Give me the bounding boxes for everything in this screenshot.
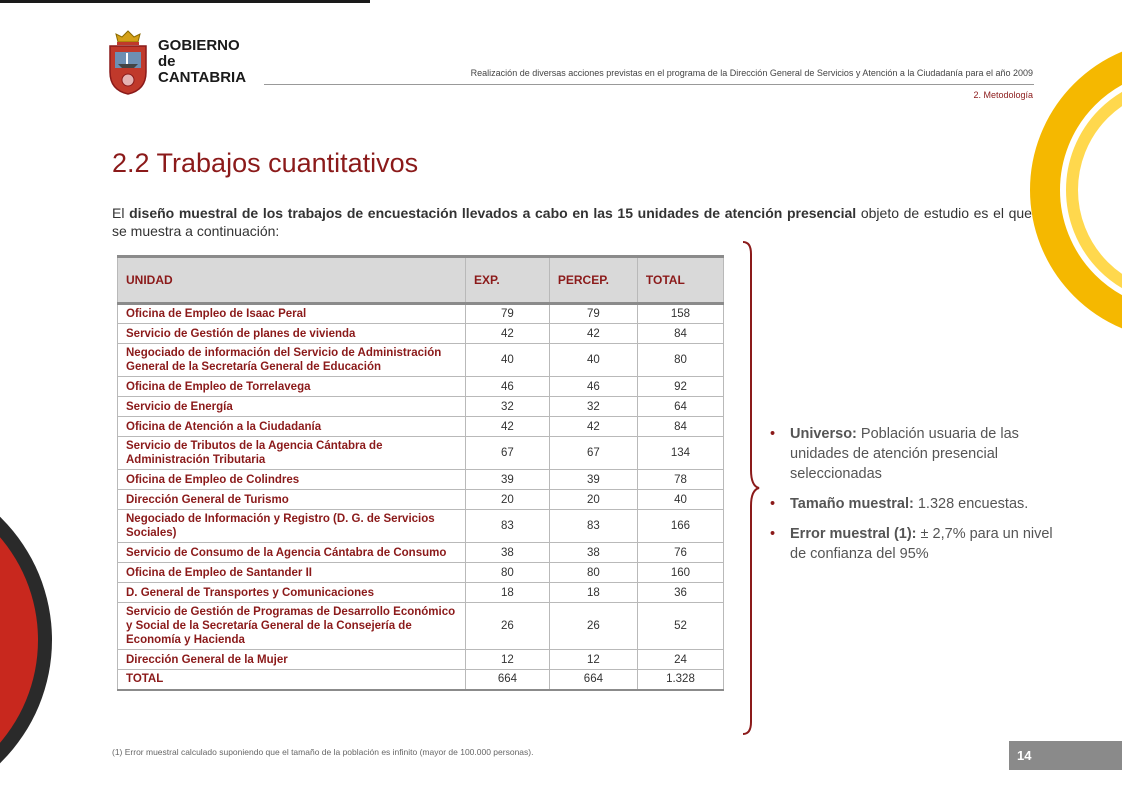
total-cell: 78: [637, 470, 723, 490]
table-row: [118, 490, 724, 510]
total-cell: 80: [637, 344, 723, 377]
bullet-icon: •: [770, 426, 776, 442]
table-row: [118, 603, 724, 650]
bullet-label: Tamaño muestral:: [790, 496, 914, 512]
percep-cell: 39: [549, 470, 637, 490]
intro-suffix: objeto de estudio es el que se muestra a continuación:: [112, 205, 1032, 239]
table-header-row: [118, 257, 724, 304]
exp-cell: 46: [465, 377, 549, 397]
exp-cell: 42: [465, 417, 549, 437]
unit-name-cell: Servicio de Energía: [118, 397, 466, 417]
unit-name-cell: Servicio de Gestión de Programas de Desarrollo Económico y Social de la Secretaría General de la Consejería de Economía y Hacienda: [118, 603, 466, 650]
total-cell: 36: [637, 583, 723, 603]
unit-name-cell: Oficina de Empleo de Torrelavega: [118, 377, 466, 397]
coat-of-arms-icon: [106, 28, 150, 96]
percep-cell: 32: [549, 397, 637, 417]
exp-cell: 18: [465, 583, 549, 603]
percep-cell: 79: [549, 304, 637, 324]
percep-cell: 38: [549, 543, 637, 563]
table-row: [118, 543, 724, 563]
total-cell: 134: [637, 437, 723, 470]
table-row: [118, 324, 724, 344]
table-row: [118, 510, 724, 543]
percep-cell: 42: [549, 324, 637, 344]
unit-name-cell: Servicio de Consumo de la Agencia Cántabra de Consumo: [118, 543, 466, 563]
percep-cell: 26: [549, 603, 637, 650]
percep-cell: 20: [549, 490, 637, 510]
total-cell: 76: [637, 543, 723, 563]
bullet-text: ± 2,7% para un nivel de confianza del 95%: [790, 526, 1053, 562]
intro-prefix: El: [112, 205, 130, 221]
list-item-error: [770, 524, 1070, 564]
exp-cell: 79: [465, 304, 549, 324]
table-total-row: [118, 670, 724, 690]
unit-name-cell: Oficina de Empleo de Santander II: [118, 563, 466, 583]
page-number: 14: [1017, 748, 1032, 763]
total-cell: 158: [637, 304, 723, 324]
unit-name-cell: Negociado de información del Servicio de Administración General de la Secretaría General de Educación: [118, 344, 466, 377]
bullet-label: Universo:: [790, 426, 857, 442]
header-section-label: 2. Metodología: [973, 90, 1033, 100]
unit-name-cell: Oficina de Empleo de Isaac Peral: [118, 304, 466, 324]
percep-cell: 42: [549, 417, 637, 437]
table-row: [118, 397, 724, 417]
table-row: [118, 377, 724, 397]
exp-cell: 42: [465, 324, 549, 344]
table-row: [118, 583, 724, 603]
total-cell: 166: [637, 510, 723, 543]
list-item-tamano: [770, 494, 1070, 514]
percep-cell: 46: [549, 377, 637, 397]
table-row: [118, 470, 724, 490]
table-row: [118, 304, 724, 324]
total-cell: 92: [637, 377, 723, 397]
logo-text-line1: GOBIERNO: [158, 37, 240, 54]
total-cell: 1.328: [637, 670, 723, 690]
sample-summary-list: [770, 424, 1070, 574]
exp-cell: 83: [465, 510, 549, 543]
total-cell: 84: [637, 417, 723, 437]
decorative-left-arc: [0, 480, 60, 794]
exp-cell: 40: [465, 344, 549, 377]
table-row: [118, 344, 724, 377]
table-row: [118, 437, 724, 470]
exp-cell: 26: [465, 603, 549, 650]
percep-cell: 80: [549, 563, 637, 583]
list-item-universo: [770, 424, 1070, 484]
percep-cell: 83: [549, 510, 637, 543]
header-divider: [264, 84, 1034, 85]
exp-cell: 38: [465, 543, 549, 563]
header-total: TOTAL: [637, 257, 723, 304]
bullet-icon: •: [770, 526, 776, 542]
table-row: [118, 650, 724, 670]
table-row: [118, 417, 724, 437]
exp-cell: 67: [465, 437, 549, 470]
header-unidad: UNIDAD: [118, 257, 466, 304]
page-number-box: [1009, 741, 1122, 770]
exp-cell: 32: [465, 397, 549, 417]
unit-name-cell: Oficina de Atención a la Ciudadanía: [118, 417, 466, 437]
unit-name-cell: Dirección General de Turismo: [118, 490, 466, 510]
exp-cell: 80: [465, 563, 549, 583]
intro-bold: diseño muestral de los trabajos de encuestación llevados a cabo en las 15 unidades de atención presencial: [129, 205, 857, 221]
header-percep: PERCEP.: [549, 257, 637, 304]
page-title: 2.2 Trabajos cuantitativos: [112, 148, 419, 178]
logo-text-line2: de: [158, 53, 176, 70]
total-cell: 64: [637, 397, 723, 417]
sample-design-table: [117, 255, 724, 691]
table-body: [118, 304, 724, 690]
header-exp: EXP.: [465, 257, 549, 304]
table-row: [118, 563, 724, 583]
percep-cell: 12: [549, 650, 637, 670]
percep-cell: 67: [549, 437, 637, 470]
unit-name-cell: Oficina de Empleo de Colindres: [118, 470, 466, 490]
right-brace: [737, 240, 761, 736]
exp-cell: 20: [465, 490, 549, 510]
header-description: Realización de diversas acciones previstas en el programa de la Dirección General de Servicios y Atención a la Ciudadanía para el año 2009: [470, 68, 1033, 78]
unit-name-cell: D. General de Transportes y Comunicaciones: [118, 583, 466, 603]
exp-cell: 664: [465, 670, 549, 690]
logo-text-line3: CANTABRIA: [158, 69, 247, 86]
top-rule: [0, 0, 370, 3]
percep-cell: 18: [549, 583, 637, 603]
unit-name-cell: Servicio de Tributos de la Agencia Cántabra de Administración Tributaria: [118, 437, 466, 470]
total-cell: 52: [637, 603, 723, 650]
unit-name-cell: Servicio de Gestión de planes de vivienda: [118, 324, 466, 344]
gobierno-cantabria-logo: [106, 28, 256, 98]
footnote: (1) Error muestral calculado suponiendo que el tamaño de la población es infinito (mayor de 100.000 personas).: [112, 747, 534, 757]
bullet-icon: •: [770, 496, 776, 512]
bullet-text: Población usuaria de las unidades de atención presencial seleccionadas: [790, 426, 1019, 482]
total-cell: 160: [637, 563, 723, 583]
bullet-label: Error muestral (1):: [790, 526, 917, 542]
unit-name-cell: Negociado de Información y Registro (D. G. de Servicios Sociales): [118, 510, 466, 543]
total-cell: 24: [637, 650, 723, 670]
unit-name-cell: TOTAL: [118, 670, 466, 690]
unit-name-cell: Dirección General de la Mujer: [118, 650, 466, 670]
percep-cell: 664: [549, 670, 637, 690]
bullet-text: 1.328 encuestas.: [913, 496, 1029, 512]
exp-cell: 39: [465, 470, 549, 490]
intro-paragraph: [112, 204, 1032, 240]
total-cell: 84: [637, 324, 723, 344]
total-cell: 40: [637, 490, 723, 510]
decorative-right-ring: [1030, 0, 1122, 360]
percep-cell: 40: [549, 344, 637, 377]
exp-cell: 12: [465, 650, 549, 670]
